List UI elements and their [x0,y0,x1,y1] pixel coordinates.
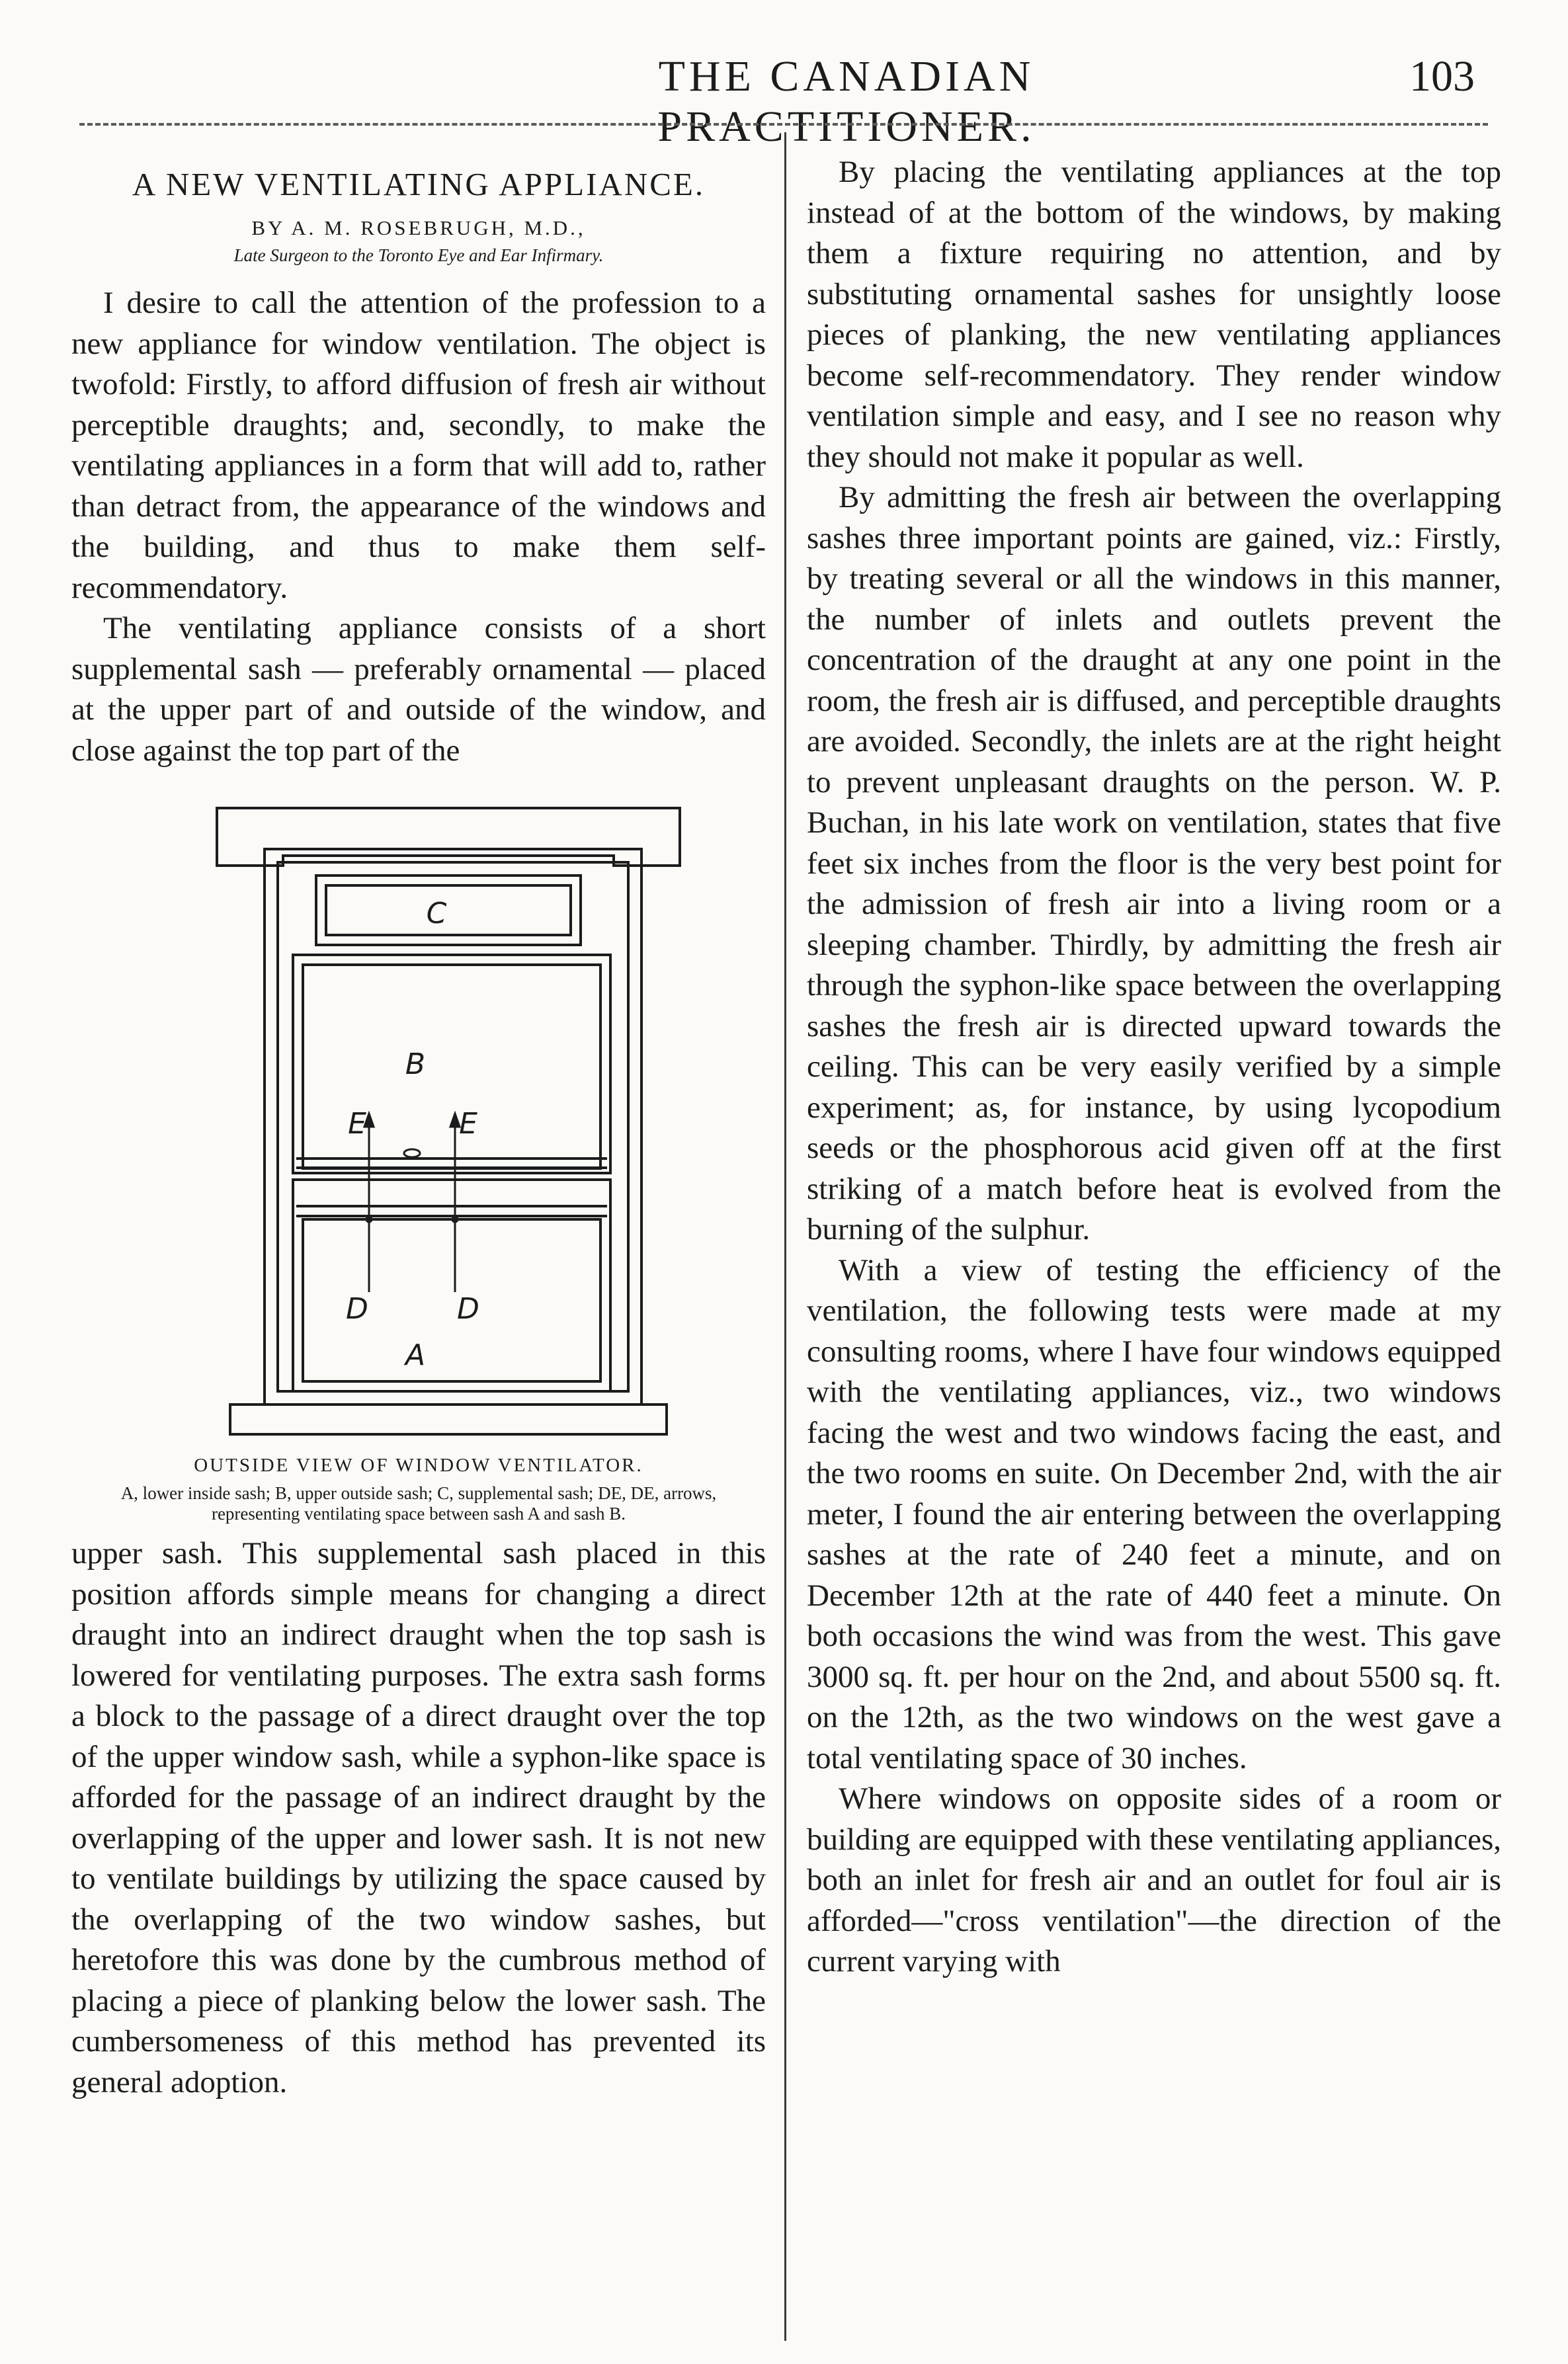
byline: BY A. M. ROSEBRUGH, M.D., [251,216,586,239]
label-b: B [405,1047,426,1081]
header-rule [79,123,1488,126]
label-d-left: D [346,1292,368,1326]
label-e-left: E [348,1107,366,1141]
figure-window-ventilator [71,783,766,1524]
paragraph: upper sash. This supplemental sash placed in this position affords simple means for changing a direct draught into an indirect draught when the top sash is lowered for ventilating purposes. The extra sash forms a block to the passage of a direct draught over the top of the upper window sash, while a syphon-like space is afforded for the passage of an indirect draught by the overlapping of the upper and lower sash. It is not new to ventilate buildings by utilizing the space caused by the overlapping of the two window sashes, but heretofore this was done by the cumbrous method of placing a piece of planking below the lower sash. The cumbersomeness of this method has prevented its general adoption. [71,1536,766,2099]
left-column [71,152,766,2103]
paragraph: I desire to call the attention of the profession to a new appliance for window ventilation. The object is twofold: Firstly, to afford diffusion of fresh air without perceptible draughts; and, secondly, to make the ventilating appliances in a form that will add to, rather than detract from, the appearance of the windows and the building, and thus to make them self-recommendatory. [71,286,766,605]
figure-legend: A, lower inside sash; B, upper outside sash; C, supplemental sash; DE, DE, arrows, representing ventilating space between sash A and sash B. [120,1483,717,1524]
running-title: THE CANADIAN PRACTITIONER. [657,52,1036,151]
label-e-right: E [459,1107,477,1141]
paragraph: The ventilating appliance consists of a short supplemental sash — preferably ornamental — placed at the upper part of and outside of the window, and close against the top part of the [71,611,766,768]
label-a: A [405,1338,426,1372]
article-title: A NEW VENTILATING APPLIANCE. [132,166,706,202]
page-number: 103 [1409,52,1475,101]
affiliation: Late Surgeon to the Toronto Eye and Ear Infirmary. [233,245,604,265]
paragraph: Where windows on opposite sides of a room or building are equipped with these ventilating appliances, both an inlet for fresh air and an outlet for foul air is afforded—"cross ventilation"—the direction of the current varying with [807,1781,1501,1978]
paragraph: By admitting the fresh air between the overlapping sashes three important points are gained, viz.: Firstly, by treating several or all the windows in this manner, the number of inlets and outlets prevent the concentration of the draught at any one point in the room, the fresh air is diffused, and perceptible draughts are avoided. Secondly, the inlets are at the right height to prevent unpleasant draughts on the person. W. P. Buchan, in his late work on ventilation, states that five feet six inches from the floor is the very best point for the admission of fresh air into a living room or a sleeping chamber. Thirdly, by admitting the fresh air through the syphon-like space between the overlapping sashes the fresh air is directed upward towards the ceiling. This can be very easily verified by a simple experiment; as, for instance, by using lycopodium seeds or the phosphorous acid given off at the first striking of a match before heat is evolved from the burning of the sulphur. [807,480,1501,1246]
figure-caption: OUTSIDE VIEW OF WINDOW VENTILATOR. [194,1455,643,1476]
column-rule [784,132,786,2341]
page-header [79,40,1488,151]
label-c: C [426,897,447,930]
paragraph: With a view of testing the efficiency of the ventilation, the following tests were made at my consulting rooms, where I have four windows equipped with the ventilating appliances, viz., two windows facing the west and two windows facing the east, and the two rooms en suite. On December 2nd, with the air meter, I found the air entering between the overlapping sashes at the rate of 240 feet a minute, and on December 12th at the rate of 440 feet a minute. On both occasions the wind was from the west. This gave 3000 sq. ft. per hour on the 2nd, and about 5500 sq. ft. on the 12th, as the two windows on the west gave a total ventilating space of 30 inches. [807,1252,1501,1775]
window-ventilator-diagram [71,783,766,1451]
paragraph: By placing the ventilating appliances at the top instead of at the bottom of the windows, by making them a fixture requiring no attention, and by substituting ornamental sashes for unsightly loose pieces of planking, the new ventilating appliances become self-recommendatory. They render window ventilation simple and easy, and I see no reason why they should not make it popular as well. [807,155,1501,474]
right-column [807,152,1501,1982]
label-d-right: D [457,1292,479,1326]
